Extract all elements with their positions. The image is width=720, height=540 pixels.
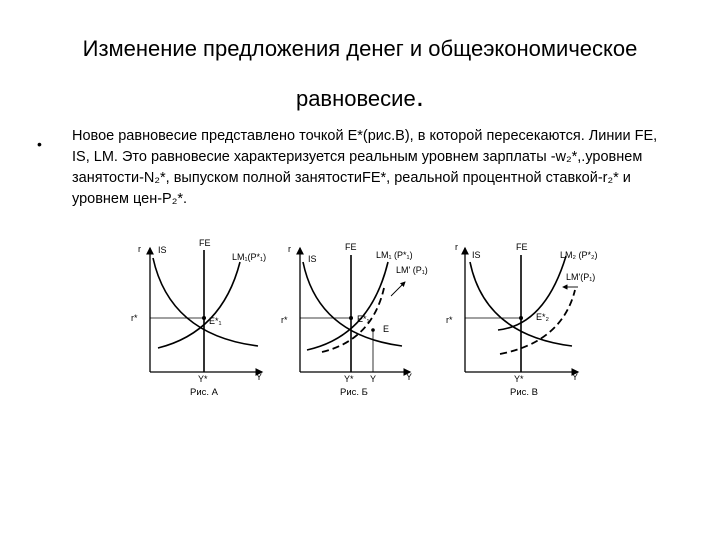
diagram-b: [281, 242, 428, 398]
diagram-b-x-axis-label: Y: [406, 372, 413, 382]
diagram-a-caption: Рис. А: [190, 387, 219, 398]
diagram-b-y-tick2: Y: [370, 374, 377, 384]
diagram-a-y-axis-label: r: [138, 244, 141, 254]
diagram-a-lm-label: LM₁(P*₁): [232, 252, 267, 262]
title-word: равновесие: [295, 86, 416, 111]
diagram-c-equilibrium-point: [519, 316, 523, 320]
diagram-c-lm-curve: [498, 256, 566, 330]
diagram-a-x-axis-label: Y: [256, 372, 263, 382]
diagram-b-is-label: IS: [308, 254, 317, 264]
diagram-c-r-tick: r*: [446, 315, 453, 325]
diagram-c-y-tick: Y*: [514, 374, 524, 384]
diagram-b-equilibrium-point: [349, 316, 353, 320]
diagram-c-lm2-label: LM'(P₁): [566, 272, 596, 282]
diagram-a-is-curve: [153, 258, 258, 346]
body-paragraph: Новое равновесие представлено точкой E*(рис.В), в которой пересекаются. Линии FE, IS, LM. Это равновесие характеризуется реальным уровнем зарплаты -w₂*,.уровнем занятости-N₂*, выпуском полной занятостиFE*, реальной процентной ставкой-r₂* и уровнем цен-P₂*.: [72, 128, 658, 207]
diagram-b-caption: Рис. Б: [340, 387, 368, 398]
diagram-c-fe-label: FE: [516, 242, 528, 252]
diagram-b-y-axis-label: r: [288, 244, 291, 254]
diagram-a-fe-label: FE: [199, 238, 211, 248]
diagram-b-lm2-label: LM' (P₁): [396, 265, 428, 275]
page-title: Изменение предложения денег и общеэкономическое: [82, 36, 638, 61]
diagram-a-r-tick: r*: [131, 313, 138, 323]
diagram-a-equilibrium-point: [202, 316, 206, 320]
diagram-b-new-point: [371, 328, 375, 332]
diagram-b-eq-label: E*₁: [357, 314, 370, 324]
diagram-a-eq-label: E*₁: [209, 316, 222, 326]
diagram-c-caption: Рис. В: [510, 387, 539, 398]
diagram-a-lm-curve: [158, 262, 240, 348]
diagram-c-eq-label: E*₂: [536, 312, 549, 322]
diagram-a-y-tick: Y*: [198, 374, 208, 384]
diagram-c-is-label: IS: [472, 250, 481, 260]
diagram-c-x-axis-label: Y: [572, 372, 579, 382]
diagram-c-y-axis-label: r: [455, 242, 458, 252]
diagram-a-is-label: IS: [158, 245, 167, 255]
diagram-c: [446, 242, 598, 398]
diagram-c-lm-label: LM₂ (P*₂): [560, 250, 598, 260]
diagram-b-lm-curve: [307, 262, 388, 350]
diagram-b-shift-arrow: [391, 282, 405, 296]
diagram-b-r-tick: r*: [281, 315, 288, 325]
diagram-b-lm-label: LM₁ (P*₁): [376, 250, 413, 260]
diagram-b-eq2-label: E: [383, 324, 390, 334]
diagram-b-fe-label: FE: [345, 242, 357, 252]
bullet-marker: •: [37, 136, 42, 152]
diagram-b-y-tick: Y*: [344, 374, 354, 384]
diagram-a: [131, 238, 266, 398]
title-period: .: [415, 80, 425, 113]
